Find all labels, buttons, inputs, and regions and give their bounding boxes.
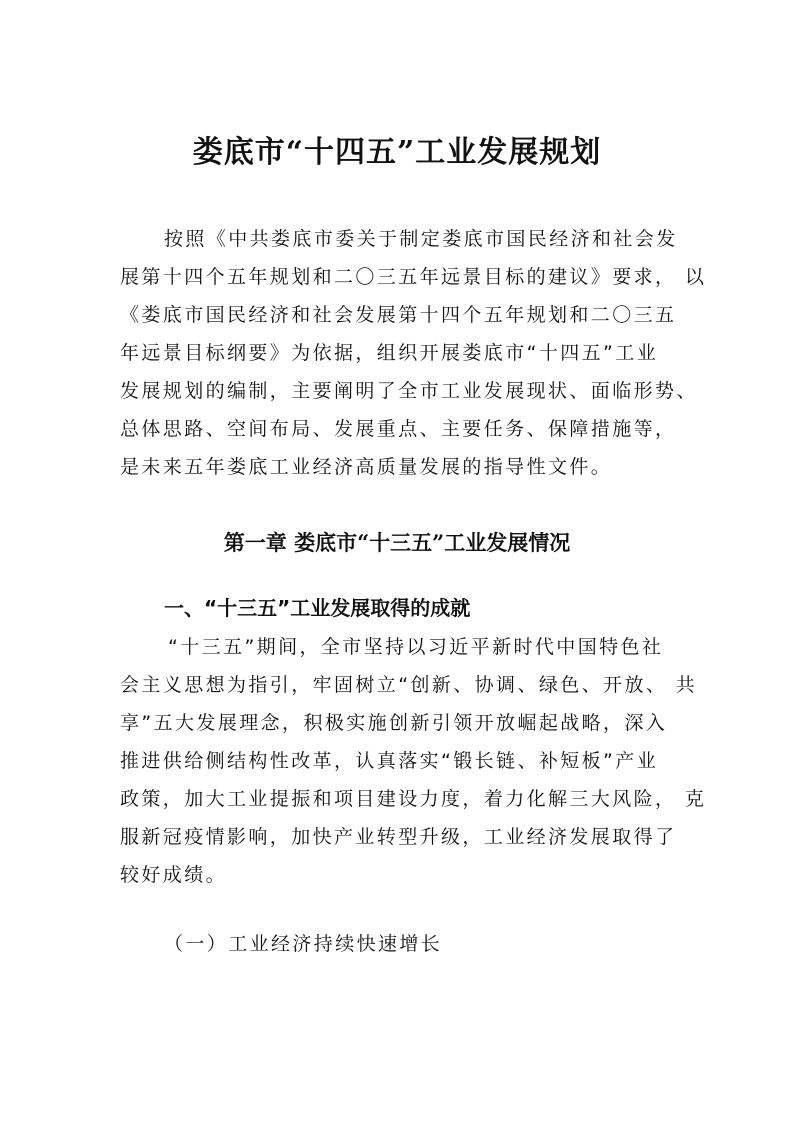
section-paragraph <box>120 628 707 894</box>
paragraph-line: 会主义思想为指引，牢固树立“创新、协调、绿色、开放、 共 <box>120 674 698 696</box>
paragraph-line: 按照《中共娄底市委关于制定娄底市国民经济和社会发 <box>164 228 678 250</box>
document-title: 娄底市“十四五”工业发展规划 <box>192 135 602 170</box>
paragraph-line: 享”五大发展理念，积极实施创新引领开放崛起战略，深入 <box>120 712 668 734</box>
paragraph-line: 是未来五年娄底工业经济高质量发展的指导性文件。 <box>120 456 613 478</box>
subsection-heading: （一）工业经济持续快速增长 <box>164 933 443 955</box>
paragraph-line: 推进供给侧结构性改革，认真落实“锻长链、补短板”产业 <box>120 750 659 772</box>
section-heading: 一、“十三五”工业发展取得的成就 <box>164 596 471 620</box>
intro-paragraph <box>120 220 707 486</box>
paragraph-line: 《娄底市国民经济和社会发展第十四个五年规划和二〇三五 <box>120 304 677 326</box>
paragraph-line: 服新冠疫情影响，加快产业转型升级，工业经济发展取得了 <box>120 826 677 848</box>
paragraph-line: 展第十四个五年规划和二〇三五年远景目标的建议》要求， 以 <box>120 266 707 288</box>
paragraph-line: 政策，加大工业提振和项目建设力度，着力化解三大风险， 克 <box>120 788 707 810</box>
paragraph-line: 年远景目标纲要》为依据，组织开展娄底市“十四五”工业 <box>120 342 659 364</box>
paragraph-line: “十三五”期间，全市坚持以习近平新时代中国特色社 <box>168 636 664 658</box>
chapter-heading: 第一章 娄底市“十三五”工业发展情况 <box>223 530 571 555</box>
paragraph-line: 较好成绩。 <box>120 864 228 886</box>
paragraph-line: 总体思路、空间布局、发展重点、主要任务、保障措施等， <box>120 418 677 440</box>
paragraph-line: 发展规划的编制，主要阐明了全市工业发展现状、面临形势、 <box>120 380 698 402</box>
